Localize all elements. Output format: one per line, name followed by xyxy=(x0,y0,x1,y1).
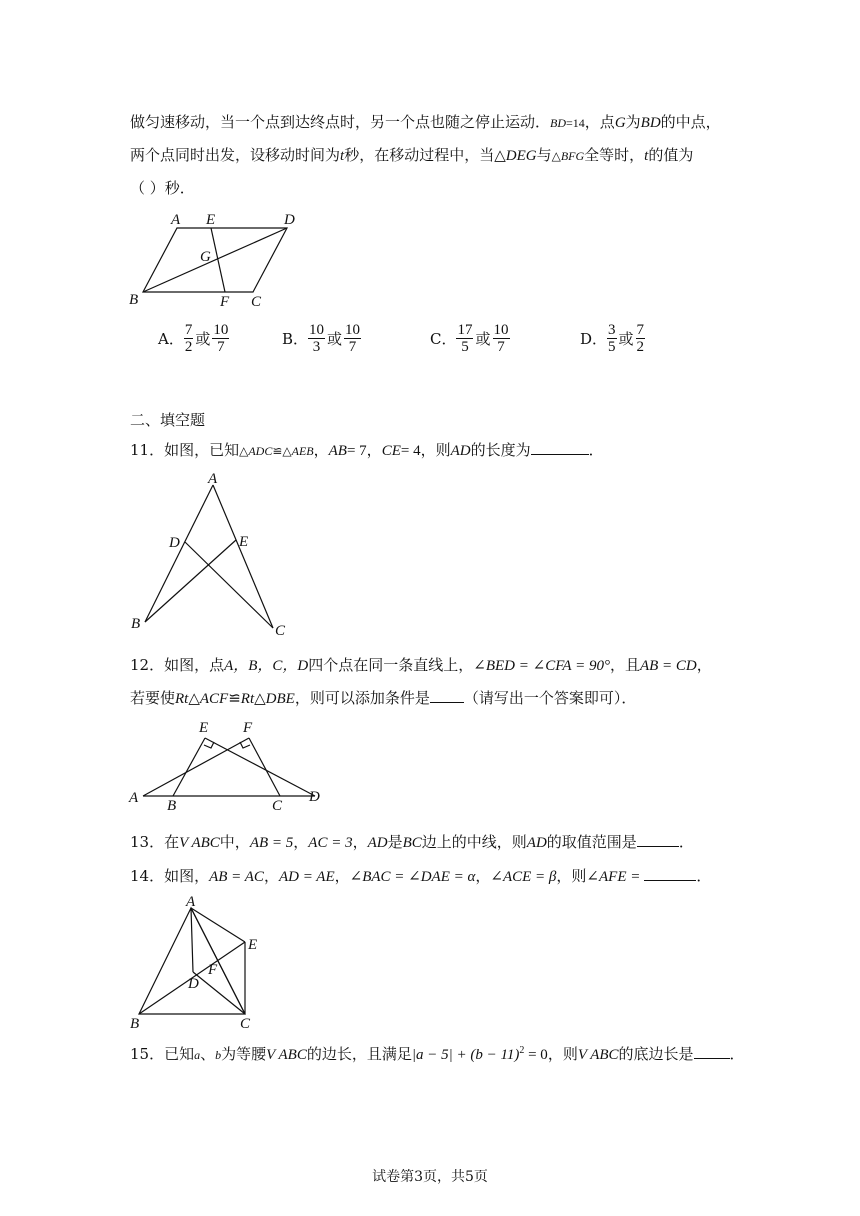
denominator: 7 xyxy=(497,339,505,355)
q13-part: 边上的中线，则 xyxy=(421,833,527,851)
or-text: 或 xyxy=(195,330,211,348)
q15-part: ，则 xyxy=(547,1045,578,1063)
q13-var: AD xyxy=(526,835,547,851)
numerator: 10 xyxy=(213,322,229,338)
fig-label: G xyxy=(200,249,211,265)
fig-label: B xyxy=(129,292,139,308)
q10-figure xyxy=(125,208,305,308)
option-b[interactable] xyxy=(282,322,361,355)
answer-blank[interactable] xyxy=(637,832,679,847)
q10-var: G xyxy=(614,115,626,131)
q14-var: AB = AC xyxy=(209,869,264,885)
fraction xyxy=(607,322,617,355)
q12-var: A，B，C，D xyxy=(224,658,309,674)
q13-part: ． xyxy=(678,833,694,851)
q10-text: 做匀速移动，当一个点到达终点时，另一个点也随之停止运动． xyxy=(130,113,551,131)
line-dc xyxy=(185,542,273,628)
fig-label: E xyxy=(239,534,249,550)
q11-var: AB xyxy=(328,443,347,459)
or-text: 或 xyxy=(327,330,343,348)
q11-part: ． xyxy=(588,441,604,459)
denominator: 7 xyxy=(217,339,225,355)
q13-part: ， xyxy=(352,833,368,851)
q10-line1 xyxy=(130,112,721,133)
q14-part: ． xyxy=(696,867,712,885)
q11-val: = 4 xyxy=(400,443,421,459)
q10-var: t xyxy=(644,148,649,164)
fig-label: E xyxy=(199,720,209,736)
fig-label: B xyxy=(167,798,177,814)
numerator: 10 xyxy=(345,322,361,338)
q10-var: t xyxy=(340,148,345,164)
q10-line2 xyxy=(130,145,693,166)
fig-label: A xyxy=(208,471,218,487)
q13-var: AC = 3 xyxy=(308,835,353,851)
q10-var: △BFG xyxy=(551,149,585,163)
denominator: 2 xyxy=(184,339,193,355)
q11-figure xyxy=(125,470,305,640)
q12-figure xyxy=(125,716,335,816)
numerator: 10 xyxy=(309,322,325,338)
fig-label: A xyxy=(171,212,181,228)
q10-text: 秒，在移动过程中，当 xyxy=(344,146,495,164)
q10-text: 全等时， xyxy=(584,146,645,164)
q14-part: ， xyxy=(475,867,491,885)
q11-var: △AEB xyxy=(282,444,314,458)
numerator: 7 xyxy=(636,322,645,338)
line-ad xyxy=(191,908,193,972)
q10-text: 为 xyxy=(625,113,641,131)
option-label: A． xyxy=(158,330,184,348)
q10-text: 与 xyxy=(536,146,552,164)
q14-part: ， xyxy=(334,867,350,885)
q11-part: 11．如图，已知 xyxy=(130,441,240,459)
q12-part: ， xyxy=(696,656,712,674)
fig-label: F xyxy=(208,962,218,978)
right-angle-f xyxy=(240,742,250,748)
q12-var: Rt△ACF xyxy=(175,691,229,707)
q15-exponent: 2 xyxy=(519,1045,525,1056)
q14-text xyxy=(130,866,711,887)
q13-part: 的取值范围是 xyxy=(546,833,637,851)
fraction xyxy=(636,322,646,355)
fig-label: F xyxy=(243,720,253,736)
right-angle-e xyxy=(204,742,214,748)
q12-part: ，且 xyxy=(609,656,640,674)
denominator: 7 xyxy=(348,339,357,355)
option-label: B． xyxy=(282,330,309,348)
q15-var: V ABC xyxy=(577,1047,619,1063)
fig-label: B xyxy=(130,1016,140,1032)
q14-part: 14．如图， xyxy=(130,867,210,885)
q15-expr: = 0 xyxy=(524,1047,548,1063)
fig-label: C xyxy=(272,798,283,814)
q11-part: 的长度为 xyxy=(470,441,531,459)
q13-var: BC xyxy=(402,835,422,851)
q15-expr: |a − 5| + (b − 11) xyxy=(411,1047,520,1063)
q13-part: ， xyxy=(293,833,309,851)
q15-part: ． xyxy=(729,1045,745,1063)
q12-var: AB = CD xyxy=(639,658,697,674)
q13-var: V ABC xyxy=(179,835,220,851)
q15-part: 15．已知 xyxy=(130,1045,195,1063)
q15-var: a xyxy=(194,1048,201,1062)
q15-text xyxy=(130,1041,745,1065)
q13-var: AD xyxy=(367,835,388,851)
q12-part: ，则可以添加条件是 xyxy=(294,689,430,707)
q15-var: V ABC xyxy=(266,1047,307,1063)
answer-blank[interactable] xyxy=(644,866,696,881)
fig-label: D xyxy=(309,789,320,805)
fig-label: C xyxy=(275,623,286,639)
diagonal-bd xyxy=(143,228,287,292)
fraction xyxy=(184,322,194,355)
fig-label: F xyxy=(220,294,230,308)
q11-part: ， xyxy=(366,441,382,459)
q10-line3 xyxy=(130,178,195,198)
line-af xyxy=(143,738,249,796)
line-ab xyxy=(145,485,213,622)
q10-text: 两个点同时出发，设移动时间为 xyxy=(130,146,341,164)
line-eb xyxy=(145,540,236,622)
q13-part: 是 xyxy=(387,833,403,851)
fraction xyxy=(344,322,361,355)
q14-var: ∠BAC = ∠DAE = α xyxy=(349,869,476,885)
or-text: 或 xyxy=(618,330,634,348)
option-label: C． xyxy=(430,330,457,348)
q12-sym: ≌ xyxy=(228,689,241,707)
page-footer: 试卷第3页，共5页 xyxy=(372,1169,488,1185)
fig-label: B xyxy=(131,616,141,632)
q10-text: ，点 xyxy=(584,113,615,131)
q14-part: ，则 xyxy=(556,867,587,885)
q10-text: 的值为 xyxy=(648,146,694,164)
q15-part: 的边长，且满足 xyxy=(306,1045,412,1063)
q11-val: = 7 xyxy=(346,443,367,459)
q14-var: ∠AFE = xyxy=(586,869,641,885)
option-c[interactable] xyxy=(430,322,510,355)
q10-var: BD xyxy=(640,115,661,131)
fig-label: A xyxy=(186,894,196,910)
fig-label: D xyxy=(284,212,295,228)
q15-part: 为等腰 xyxy=(221,1045,267,1063)
q11-var: AD xyxy=(450,443,471,459)
fig-label: E xyxy=(206,212,216,228)
line-ac-inner xyxy=(191,908,245,1014)
denominator: 5 xyxy=(608,339,616,355)
q13-text xyxy=(130,832,694,853)
numerator: 10 xyxy=(493,322,509,338)
q15-part: 、 xyxy=(200,1045,216,1063)
numerator: 17 xyxy=(457,322,473,338)
q11-var: △ADC xyxy=(239,444,273,458)
fig-label: D xyxy=(169,535,180,551)
option-d[interactable] xyxy=(580,322,645,355)
q13-part: 13．在 xyxy=(130,833,180,851)
fig-label: D xyxy=(188,976,199,992)
denominator: 3 xyxy=(312,339,321,355)
fig-label: A xyxy=(129,790,139,806)
q10-text: 的中点， xyxy=(660,113,721,131)
answer-blank[interactable] xyxy=(531,440,589,455)
fraction xyxy=(456,322,473,355)
line-be xyxy=(173,738,205,796)
q14-var: AD = AE xyxy=(278,869,335,885)
q10-val: =14 xyxy=(566,116,585,130)
q14-var: ∠ACE = β xyxy=(490,869,557,885)
denominator: 5 xyxy=(461,339,469,355)
q14-part: ， xyxy=(263,867,279,885)
answer-blank[interactable] xyxy=(694,1044,730,1059)
q14-figure xyxy=(125,892,275,1032)
numerator: 7 xyxy=(184,322,193,338)
option-a[interactable] xyxy=(158,322,229,355)
q12-line2 xyxy=(130,688,636,709)
q15-var: b xyxy=(215,1048,222,1062)
option-label: D． xyxy=(580,330,608,348)
fig-label: C xyxy=(251,294,262,308)
segment-ef xyxy=(211,228,225,292)
q12-part: （请写出一个答案即可）． xyxy=(463,689,637,707)
fig-label: E xyxy=(248,937,258,953)
q12-part: 四个点在同一条直线上， xyxy=(308,656,474,674)
q12-var: ∠BED = ∠CFA = 90° xyxy=(473,658,610,674)
q13-var: AB = 5 xyxy=(249,835,294,851)
answer-blank[interactable] xyxy=(430,688,464,703)
line-ed xyxy=(205,738,315,796)
line-ac xyxy=(213,485,273,628)
q15-part: 的底边长是 xyxy=(618,1045,694,1063)
q12-part: 12．如图，点 xyxy=(130,656,225,674)
q11-text xyxy=(130,440,604,461)
section-title: 二、填空题 xyxy=(130,411,206,429)
q10-text: （ ）秒． xyxy=(130,179,195,197)
fraction xyxy=(493,322,510,355)
numerator: 3 xyxy=(608,322,616,338)
or-text: 或 xyxy=(475,330,491,348)
q12-line1 xyxy=(130,655,712,676)
q12-part: 若要使 xyxy=(130,689,176,707)
q10-var: BD xyxy=(550,116,567,130)
q11-var: CE xyxy=(381,443,401,459)
line-dc xyxy=(193,972,245,1014)
q11-part: ，则 xyxy=(420,441,451,459)
denominator: 2 xyxy=(636,339,645,355)
q12-var: Rt△DBE xyxy=(240,691,295,707)
q11-sym: ≌ xyxy=(272,444,283,458)
fraction xyxy=(212,322,229,355)
q10-var: △DEG xyxy=(494,148,537,164)
q11-part: ， xyxy=(313,441,329,459)
line-fc xyxy=(249,738,280,796)
fraction xyxy=(308,322,325,355)
q13-part: 中， xyxy=(219,833,250,851)
fig-label: C xyxy=(240,1016,251,1032)
